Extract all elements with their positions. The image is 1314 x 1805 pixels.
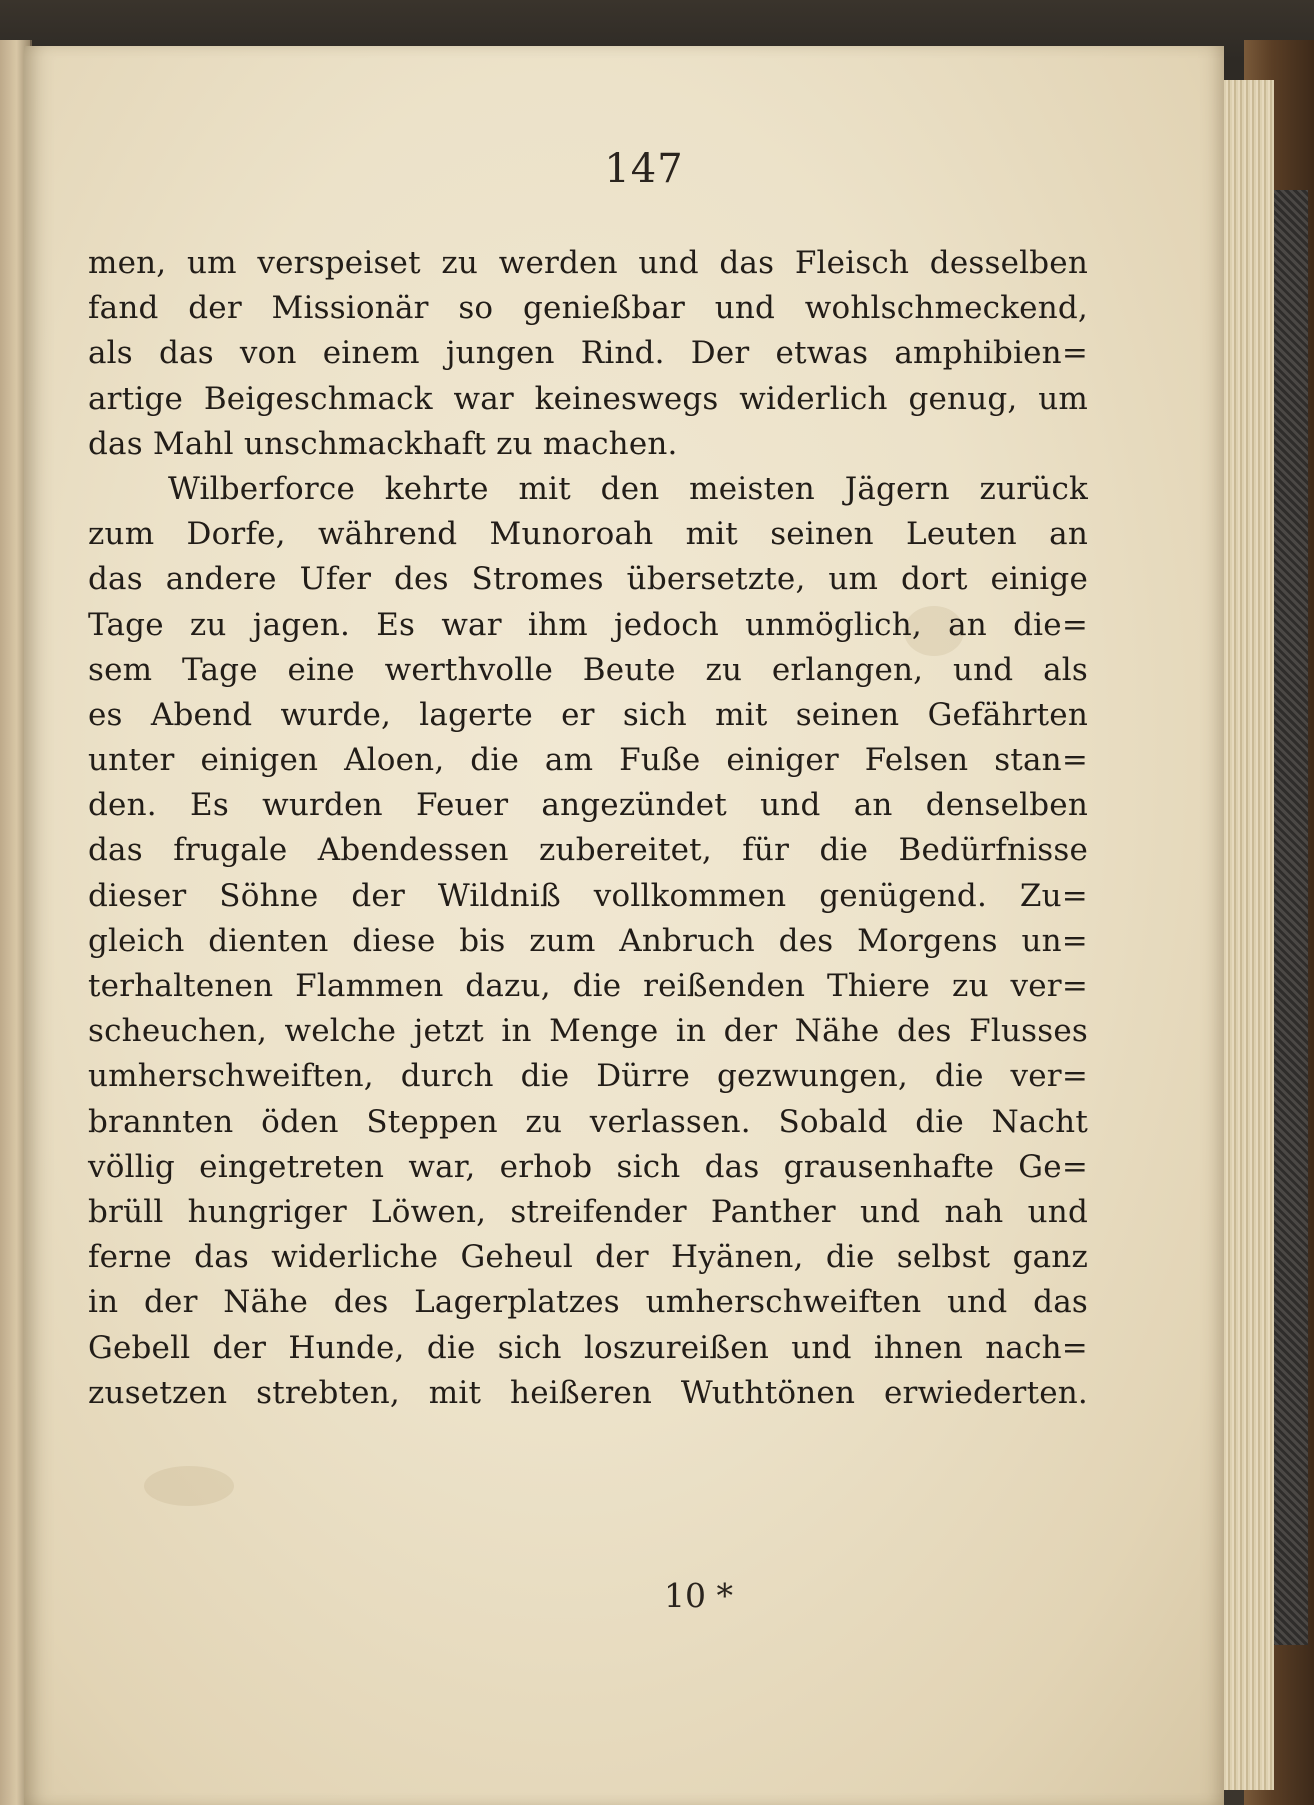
text-line: umherschweiften, durch die Dürre gezwungen, die ver= [88,1058,1088,1095]
text-line: ferne das widerliche Geheul der Hyänen, die selbst ganz [88,1239,1088,1276]
body-text [88,241,1088,1416]
text-line: völlig eingetreten war, erhob sich das grausenhafte Ge= [88,1148,1088,1185]
text-line: scheuchen, welche jetzt in Menge in der Nähe des Flusses [88,1013,1088,1050]
text-line: unter einigen Aloen, die am Fuße einiger Felsen stan= [88,742,1088,779]
text-line: brüll hungriger Löwen, streifender Panther und nah und [88,1193,1088,1230]
text-line: sem Tage eine werthvolle Beute zu erlangen, und als [88,651,1088,688]
text-line: zusetzen strebten, mit heißeren Wuthtönen erwiederten. [88,1374,1088,1411]
signature-mark: 10 * [664,1576,733,1615]
text-line: Gebell der Hunde, die sich loszureißen und ihnen nach= [88,1329,1088,1366]
text-line: artige Beigeschmack war keineswegs widerlich genug, um [88,380,1088,417]
paper-stain [144,1466,234,1506]
text-line: dieser Söhne der Wildniß vollkommen genügend. Zu= [88,877,1088,914]
text-line: als das von einem jungen Rind. Der etwas amphibien= [88,335,1088,372]
text-line: brannten öden Steppen zu verlassen. Sobald die Nacht [88,1103,1088,1140]
page-number: 147 [604,146,684,192]
text-line: Wilberforce kehrte mit den meisten Jägern zurück [168,470,1088,507]
text-line: men, um verspeiset zu werden und das Fleisch desselben [88,245,1088,281]
text-line: fand der Missionär so genießbar und wohlschmeckend, [88,290,1088,327]
text-line: das Mahl unschmackhaft zu machen. [88,425,678,462]
text-line: den. Es wurden Feuer angezündet und an denselben [88,787,1088,824]
text-line: Tage zu jagen. Es war ihm jedoch unmöglich, an die= [88,606,1088,643]
text-line: das frugale Abendessen zubereitet, für die Bedürfnisse [88,832,1088,869]
text-line: terhaltenen Flammen dazu, die reißenden Thiere zu ver= [88,968,1088,1004]
text-line: gleich dienten diese bis zum Anbruch des Morgens un= [88,922,1088,959]
text-line: es Abend wurde, lagerte er sich mit seinen Gefährten [88,696,1088,733]
text-line: in der Nähe des Lagerplatzes umherschweiften und das [88,1284,1088,1321]
text-line: das andere Ufer des Stromes übersetzte, um dort einige [88,561,1088,598]
text-line: zum Dorfe, während Munoroah mit seinen Leuten an [88,516,1088,553]
book-page [24,46,1224,1805]
